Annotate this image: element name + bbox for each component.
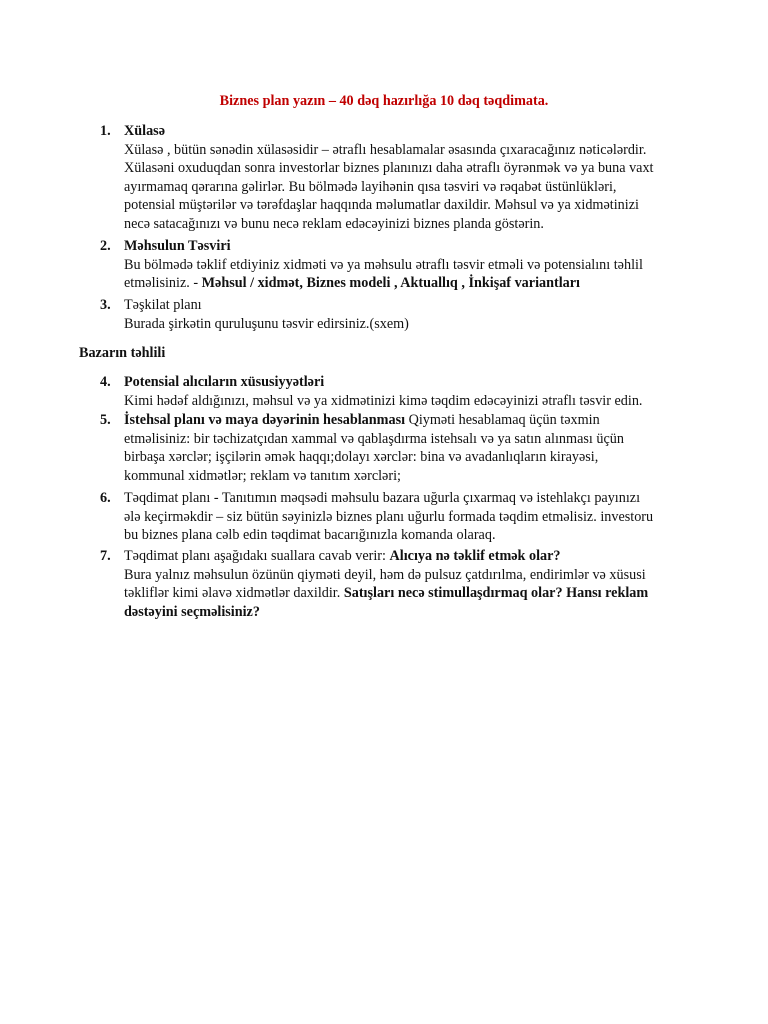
item-text-line: dəstəyini seçməlisiniz? <box>124 603 260 620</box>
item-heading: İstehsal planı və maya dəyərinin hesablanması <box>124 412 406 428</box>
list-number: 5. <box>100 412 111 428</box>
item-text-bold: Alıcıya nə təklif etmək olar? <box>389 548 561 564</box>
item-text-plain: Qiyməti hesablamaq üçün təxmin <box>405 412 600 428</box>
list-number: 4. <box>100 374 111 390</box>
item-text-line: bu biznes plana cəlb edin təqdimat bacarığınızla komanda olaraq. <box>124 527 496 544</box>
item-heading: Potensial alıcıların xüsusiyyətləri <box>124 374 325 390</box>
list-item-body <box>124 411 714 485</box>
market-analysis-heading: Bazarın təhlili <box>79 345 166 361</box>
document-title: Biznes plan yazın – 40 dəq hazırlığa 10 dəq təqdimata. <box>219 93 549 109</box>
item-text-line: ayırmamaq qərarına gəlirlər. Bu bölmədə layihənin qısa təsviri və rəqabət üstünlükləri, <box>124 178 617 195</box>
item-text-line: kommunal xidmətlər; reklam və tanıtım xərcləri; <box>124 467 401 484</box>
list-item-body <box>124 547 714 621</box>
item-text-line: Bura yalnız məhsulun özünün qiyməti deyil, həm də pulsuz çatdırılma, endirimlər və xüsusi <box>124 566 646 583</box>
item-heading-line <box>124 411 714 430</box>
item-text-line: Burada şirkətin quruluşunu təsvir edirsiniz.(sxem) <box>124 315 409 332</box>
list-item-body <box>124 237 714 293</box>
list-number: 2. <box>100 238 111 254</box>
item-text-bold: Məhsul / xidmət, Biznes modeli , Aktuallıq , İnkişaf variantları <box>201 275 580 292</box>
item-heading: Təşkilat planı <box>124 297 202 313</box>
list-item-body <box>124 122 714 234</box>
item-text-line: Xülasə , bütün sənədin xülasəsidir – ətraflı hesablamalar əsasında çıxaracağınız nəticələrdir. <box>124 141 647 158</box>
list-item-body <box>124 296 714 333</box>
item-text-line: Bu bölmədə təklif etdiyiniz xidməti və ya məhsulu ətraflı təsvir etməli və potensialını təhlil <box>124 256 643 273</box>
item-heading: Xülasə <box>124 123 165 139</box>
list-number: 6. <box>100 490 111 506</box>
list-number: 3. <box>100 297 111 313</box>
item-text-plain: Təqdimat planı aşağıdakı suallara cavab verir: <box>124 548 390 564</box>
item-text-line: etməlisiniz: bir təchizatçıdan xammal və qablaşdırma istehsalı və ya satın alınması üçün <box>124 430 624 447</box>
item-heading: Məhsulun Təsviri <box>124 238 231 254</box>
item-text-line: Təqdimat planı - Tanıtımın məqsədi məhsulu bazara uğurla çıxarmaq və istehlakçı payınızı <box>124 490 641 506</box>
item-text-line: Xülasəni oxuduqdan sonra investorlar biznes planınızı daha ətraflı öyrənmək və ya buna vaxt <box>124 160 654 177</box>
item-text-line: ələ keçirməkdir – siz bütün səyinizlə biznes planı uğurlu formada təqdim etməlisiz. investoru <box>124 508 654 525</box>
item-text-bold: Satışları necə stimullaşdırmaq olar? Hansı reklam <box>343 585 649 602</box>
item-text-plain: təkliflər kimi əlavə xidmətlər daxildir. <box>124 585 344 602</box>
item-text-line: potensial müştərilər və tərəfdaşlar haqqında məlumatlar daxildir. Məhsul və ya xidmətinizi <box>124 197 639 214</box>
item-text-line <box>124 547 714 566</box>
item-text-line <box>124 584 714 603</box>
list-item-body <box>124 373 714 410</box>
list-number: 1. <box>100 123 111 139</box>
item-text-line: birbaşa xərclər; işçilərin əmək haqqı;dolayı xərclər: bina və avadanlıqların kirayəsi, <box>124 449 599 466</box>
item-text-plain: etməlisiniz. - <box>124 275 202 292</box>
list-item-body <box>124 489 714 545</box>
list-number: 7. <box>100 548 111 564</box>
item-text-line: Kimi hədəf aldığınızı, məhsul və ya xidmətinizi kimə təqdim edəcəyinizi ətraflı təsvir edin. <box>124 392 643 409</box>
item-text-line: necə satacağınızı və bunu necə reklam edəcəyinizi biznes planda göstərin. <box>124 215 544 232</box>
item-text-line <box>124 274 714 293</box>
